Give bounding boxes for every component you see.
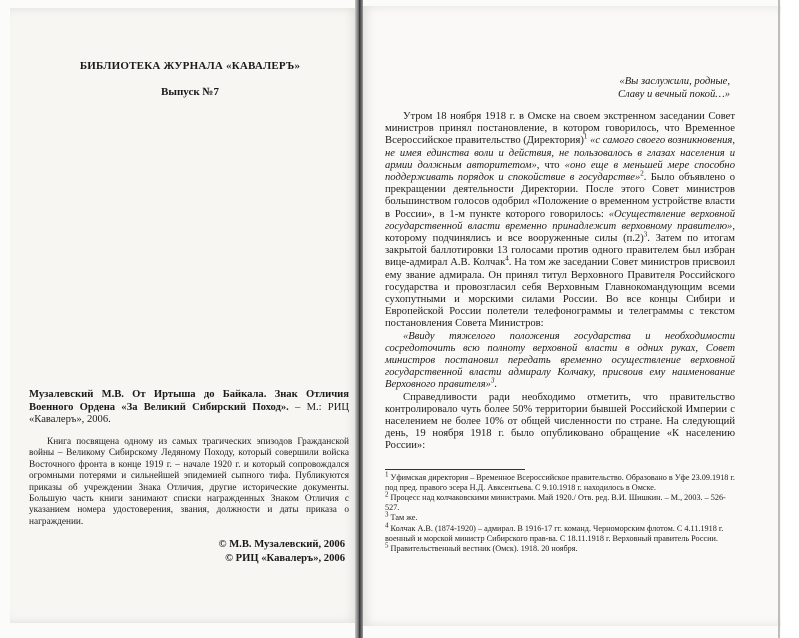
footnote-1 xyxy=(385,470,735,492)
footnote-4-text: Колчак А.В. (1874-1920) – адмирал. В 1916-17 гг. команд. Черноморским флотом. С 4.11.1918 г. военный и морской министр Сибирского прав-ва. С 18.11.1918 г. Верховный правитель России. xyxy=(385,523,724,543)
footnote-ref-quote: 3 xyxy=(490,376,495,385)
left-page xyxy=(10,8,359,623)
footnote-1-number: 1 xyxy=(385,470,389,479)
footnote-ref-1: 1 xyxy=(583,132,588,141)
book-gutter xyxy=(355,0,363,638)
issue-number: Выпуск №7 xyxy=(161,86,219,98)
scan-edge xyxy=(781,0,799,638)
footnote-4-number: 4 xyxy=(385,521,389,530)
quote-text: «Ввиду тяжелого положения государства и необходимости сосредоточить всю полноту верховной власти в одних руках, Совет министров постановил передать временно осуществление верховной государственной власти адмиралу Колчаку, присвоив ему наименование Верховного правителя» xyxy=(385,330,735,391)
p1-text-a: Утром 18 ноября 1918 г. в Омске на своем экстренном заседании Совет министров принял постановление, в котором говорилось, что Временное Всероссийское правительство (Директория) xyxy=(385,111,735,147)
biblio-author-title: Музалевский М.В. От Иртыша до Байкала. Знак Отличия Военного Ордена «За Великий Сибирский Поход». xyxy=(29,389,349,413)
p1-quote-1: «с самого своего возникновения, не имея единства воли и действия, не пользовалось в глазах населения и армии должным авторитетом», xyxy=(385,135,736,171)
footnote-ref-2: 2 xyxy=(640,169,644,178)
series-title: БИБЛИОТЕКА ЖУРНАЛА «КАВАЛЕРЪ» xyxy=(79,60,301,72)
telegram-quote xyxy=(385,331,735,392)
main-text xyxy=(385,111,735,453)
p1-text-f: . На том же заседании Совет министров присвоил ему звание адмирала. Он принял титул Верховного Правителя Российского государства и провозгласил себя Верховным Главнокомандующим всеми сухопутными и морскими силами России. Во все концы Сибири и Европейской России полетели телефонограммы и телеграммы с текстом постановления Совета Министров: xyxy=(385,257,736,330)
copyright-publisher: © РИЦ «Кавалеръ», 2006 xyxy=(225,553,345,564)
epigraph-line-1: «Вы заслужили, родные, xyxy=(619,76,730,87)
footnote-ref-4: 4 xyxy=(505,254,509,263)
book-annotation: Книга посвящена одному из самых трагических эпизодов Гражданской войны – Великому Сибирскому Ледяному Походу, который совершили войска Восточного фронта в конце 1919 г. – начале 1920 г. и который сопровождался огромными потерями и сильнейшей эпидемией сыпного тифа. Публикуются приказы об учреждении Знака Отличия, другие исторические документы. Большую часть книги занимают списки награжденных Знаком Отличия с указанием номера удостоверения, звания, должности и даты приказа о награждении. xyxy=(29,437,349,527)
p1-text-e: . Затем по итогам закрытой баллотировки 13 голосами против одного правителем был избран вице-адмирал А.В. Колчак xyxy=(385,233,735,269)
p1-text-b: что xyxy=(539,159,565,171)
footnote-separator xyxy=(385,469,525,470)
epigraph xyxy=(540,75,730,101)
p1-quote-2: «оно еще в меньшей мере способно поддерживать порядок и спокойствие в государстве» xyxy=(385,159,735,184)
footnote-ref-3: 3 xyxy=(643,230,648,239)
paragraph-2: Справедливости ради необходимо отметить, что правительство контролировало чуть более 50% территории бывшей Российской Империи с населением не более 10% от общей численности по стране. На следующий день, 19 ноября 1918 г. было опубликовано обращение «К населению России»: xyxy=(385,391,735,452)
footnote-2-text: Процесс над колчаковскими министрами. Май 1920./ Отв. ред. В.И. Шишкин. – М., 2003. – 526-527. xyxy=(385,493,726,512)
footnote-1-text: Уфимская директория – Временное Всероссийское правительство. Образовано в Уфе 23.09.1918 г. под пред. правого эсера Н.Д. Авксентьева. С 9.10.1918 г. находилось в Омске. xyxy=(385,473,735,492)
footnote-2-number: 2 xyxy=(385,490,389,499)
p1-text-d: , которому подчинялись и все вооруженные силы (п.2) xyxy=(385,220,735,245)
page-edge-line xyxy=(778,0,780,638)
footnote-3-number: 3 xyxy=(385,510,389,519)
footnote-5 xyxy=(385,541,735,554)
bibliographic-record xyxy=(29,389,349,427)
footnote-5-number: 5 xyxy=(385,541,389,550)
footnote-2 xyxy=(385,490,735,512)
epigraph-line-2: Славу и вечный покой…» xyxy=(617,89,730,100)
footnote-4 xyxy=(385,521,735,543)
footnote-5-text: Правительственный вестник (Омск). 1918. 20 ноября. xyxy=(390,544,578,554)
copyright-author: © М.В. Музалевский, 2006 xyxy=(218,539,345,550)
p1-quote-3: «Осуществление верховной государственной власти временно принадлежит верховному правителю» xyxy=(385,208,736,232)
p1-text-c: . Было объявлено о прекращении деятельности Директории. После этого Совет министров большинством голосов одобрил «Положение о временном устройстве власти в России», в 1-м пункте которого говорилось: xyxy=(385,172,736,220)
quote-end: . xyxy=(494,379,498,391)
footnotes xyxy=(385,470,735,555)
footnote-3 xyxy=(385,510,735,523)
paragraph-1 xyxy=(385,111,735,331)
biblio-publisher: – М.: РИЦ «Кавалеръ», 2006. xyxy=(29,401,349,425)
footnote-3-text: Там же. xyxy=(390,513,418,523)
